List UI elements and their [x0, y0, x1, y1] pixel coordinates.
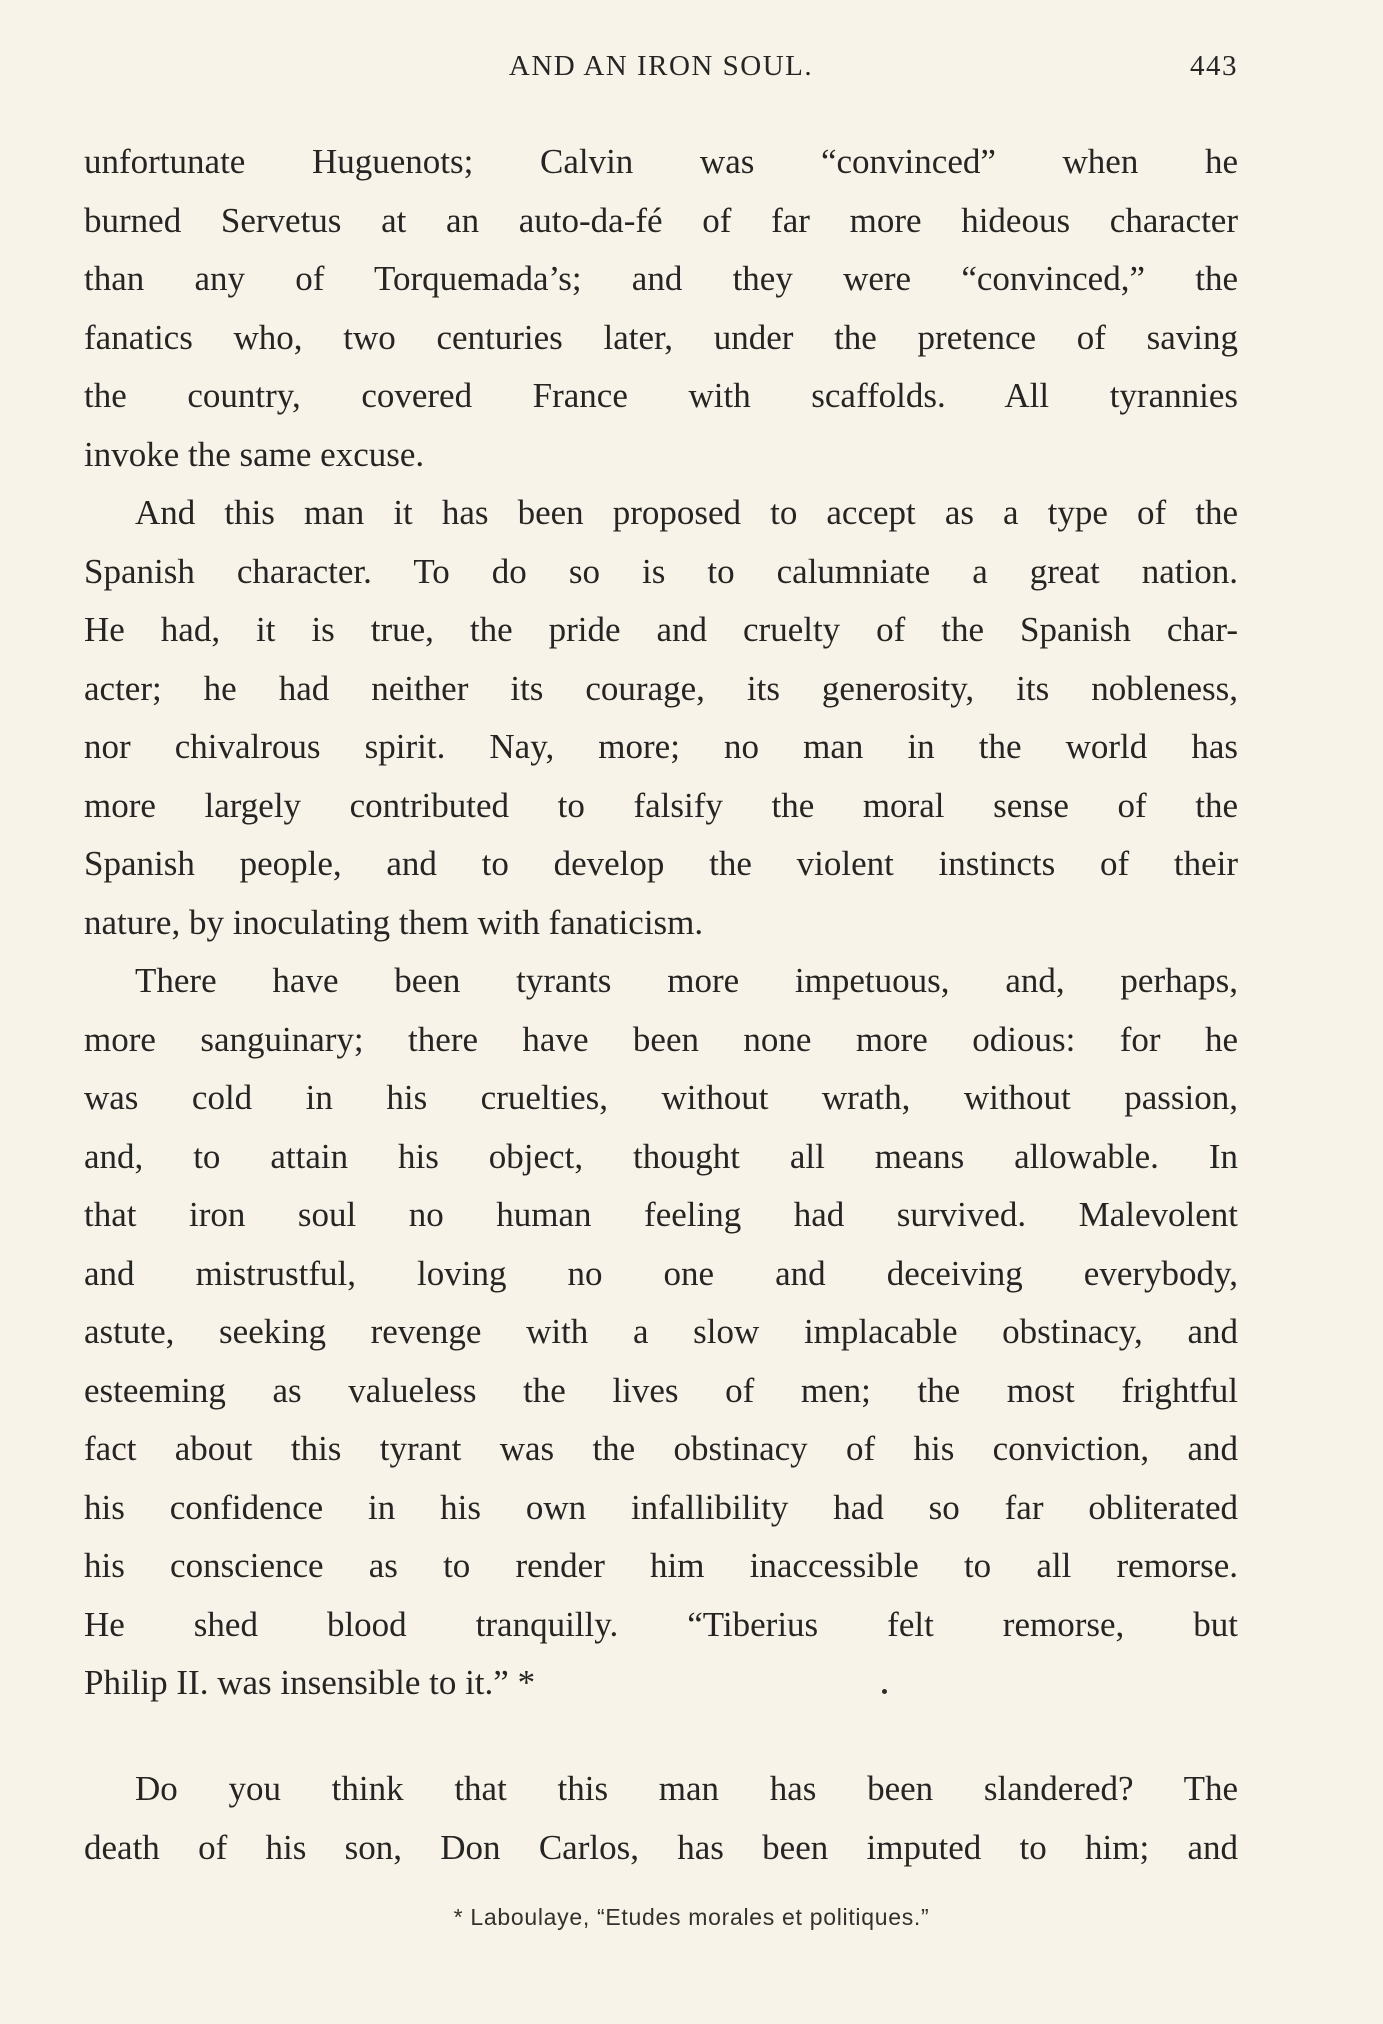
text-line: He shed blood tranquilly. “Tiberius felt remorse, but — [84, 1604, 1238, 1644]
running-head — [84, 50, 1238, 92]
paragraph-2 — [84, 484, 1238, 952]
body-text — [84, 133, 1238, 1713]
text-line: his confidence in his own infallibility had so far obliterated — [84, 1487, 1238, 1527]
running-title: AND AN IRON SOUL. — [508, 50, 814, 82]
page-number: 443 — [1190, 50, 1238, 82]
text-line: Philip II. was insensible to it.” * — [84, 1663, 536, 1702]
text-line: was cold in his cruelties, without wrath, without passion, — [84, 1078, 1238, 1117]
text-line: invoke the same excuse. — [84, 434, 425, 474]
paragraph-4 — [84, 1760, 1238, 1877]
text-line: And this man it has been proposed to accept as a type of the — [135, 493, 1238, 532]
text-line: his conscience as to render him inaccessible to all remorse. — [84, 1546, 1238, 1585]
section-break-dot — [882, 1689, 887, 1694]
text-line: astute, seeking revenge with a slow implacable obstinacy, and — [84, 1312, 1238, 1351]
text-line: nor chivalrous spirit. Nay, more; no man in the world has — [84, 727, 1238, 766]
paragraph-3 — [84, 952, 1238, 1713]
text-line: Spanish people, and to develop the violent instincts of their — [84, 844, 1238, 883]
text-line: fact about this tyrant was the obstinacy of his conviction, and — [84, 1429, 1238, 1468]
text-line: He had, it is true, the pride and cruelty of the Spanish char- — [84, 610, 1238, 649]
text-line: There have been tyrants more impetuous, and, perhaps, — [135, 961, 1238, 1000]
text-line: Do you think that this man has been slandered? The — [135, 1769, 1238, 1808]
paragraph-1 — [84, 133, 1238, 484]
text-line: fanatics who, two centuries later, under the pretence of saving — [84, 317, 1238, 357]
footnote: * Laboulaye, “Etudes morales et politiques.” — [453, 1904, 930, 1930]
text-line: esteeming as valueless the lives of men; the most frightful — [84, 1370, 1238, 1410]
text-line: burned Servetus at an auto-da-fé of far more hideous character — [84, 200, 1238, 240]
text-line: death of his son, Don Carlos, has been imputed to him; and — [84, 1827, 1238, 1867]
text-line: and, to attain his object, thought all means allowable. In — [84, 1136, 1238, 1176]
text-line: that iron soul no human feeling had survived. Malevolent — [84, 1195, 1238, 1234]
text-line: more sanguinary; there have been none more odious: for he — [84, 1019, 1238, 1059]
text-line: Spanish character. To do so is to calumniate a great nation. — [84, 551, 1238, 591]
text-line: unfortunate Huguenots; Calvin was “convinced” when he — [84, 142, 1238, 181]
text-line: the country, covered France with scaffolds. All tyrannies — [84, 376, 1238, 415]
text-line: and mistrustful, loving no one and deceiving everybody, — [84, 1253, 1238, 1293]
text-line: nature, by inoculating them with fanaticism. — [84, 902, 704, 942]
text-line: than any of Torquemada’s; and they were “convinced,” the — [84, 259, 1238, 298]
text-line: more largely contributed to falsify the moral sense of the — [84, 785, 1238, 825]
text-line: acter; he had neither its courage, its generosity, its nobleness, — [84, 668, 1238, 708]
